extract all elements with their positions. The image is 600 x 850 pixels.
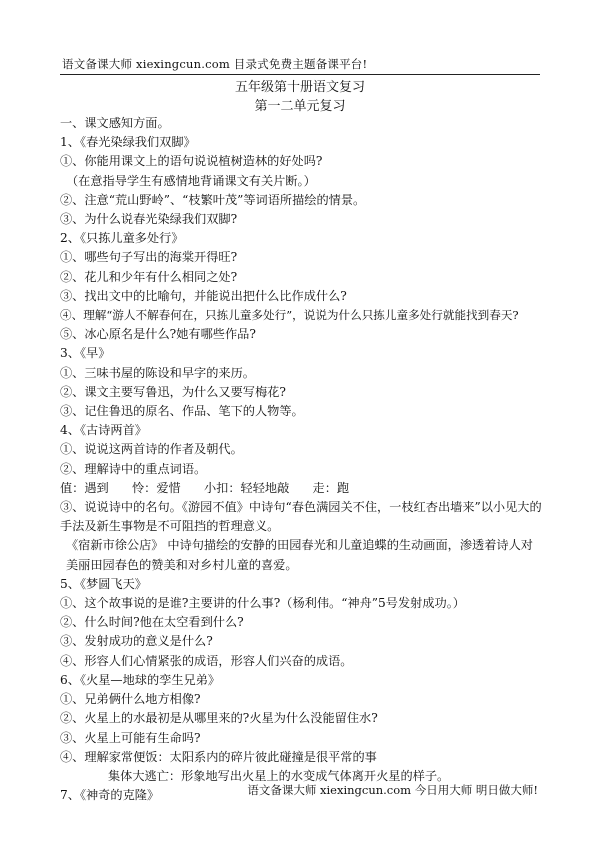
page-footer: 语文备课大师 xiexingcun.com 今日用大师 明日做大师!	[247, 783, 538, 797]
lesson-heading: 7、《神奇的克隆》	[60, 788, 160, 803]
question-line: ②、注意“荒山野岭”、“枝繁叶茂”等词语所描绘的情景。	[60, 192, 366, 207]
question-line: ④、形容人们心情紧张的成语，形容人们兴奋的成语。	[60, 653, 353, 668]
question-line: ②、理解诗中的重点词语。	[60, 461, 207, 476]
question-line: ①、你能用课文上的语句说说植树造林的好处吗?	[60, 154, 323, 169]
lesson-heading: 5、《梦圆飞天》	[60, 576, 147, 591]
question-line: ④、理解“游人不解春何在，只拣儿童多处行”，说说为什么只拣儿童多处行就能找到春天?	[60, 308, 519, 323]
lesson-heading: 2、《只拣儿童多处行》	[60, 231, 184, 246]
question-line: ⑤、冰心原名是什么?她有哪些作品?	[60, 327, 256, 342]
question-line: ①、三味书屋的陈设和早字的来历。	[60, 365, 255, 380]
question-line: ②、什么时间?他在太空看到什么?	[60, 615, 244, 630]
lesson-heading: 4、《古诗两首》	[60, 423, 147, 438]
question-line: ①、说说这两首诗的作者及朝代。	[60, 442, 243, 457]
lesson-heading: 3、《早》	[60, 346, 111, 361]
question-line: ③、找出文中的比喻句，并能说出把什么比作成什么?	[60, 288, 347, 303]
section-heading: 一、课文感知方面。	[60, 116, 170, 130]
question-line: ③、记住鲁迅的原名、作品、笔下的人物等。	[60, 404, 304, 419]
header-rule	[60, 74, 540, 75]
page-header: 语文备课大师 xiexingcun.com 目录式免费主题备课平台!	[62, 57, 368, 71]
question-line: ④、理解家常便饭：太阳系内的碎片彼此碰撞是很平常的事	[60, 749, 377, 764]
question-line: ①、兄弟俩什么地方相像?	[60, 692, 201, 707]
title-block	[0, 78, 600, 116]
doc-subtitle: 第一二单元复习	[254, 99, 346, 114]
question-line: ③、发射成功的意义是什么?	[60, 634, 213, 649]
question-line: ②、课文主要写鲁迅，为什么又要写梅花?	[60, 384, 286, 399]
explanation-line: 集体大逃亡：形象地写出火星上的水变成气体离开火星的样子。	[108, 768, 450, 783]
question-line: ①、这个故事说的是谁?主要讲的什么事?（杨利伟。“神舟”5号发射成功。）	[60, 596, 465, 611]
question-paragraph: ③、说说诗中的名句。《游园不值》中诗句“春色满园关不住，一枝红杏出墙来”以小见大的手法及新生事物是不可阻挡的哲理意义。	[60, 500, 542, 534]
question-line: ②、火星上的水最初是从哪里来的?火星为什么没能留住水?	[60, 711, 378, 726]
question-line: ②、花儿和少年有什么相同之处?	[60, 269, 238, 284]
lesson-heading: 6、《火星—地球的孪生兄弟》	[60, 672, 221, 687]
doc-title: 五年级第十册语文复习	[234, 80, 365, 95]
lesson-heading: 1、《春光染绿我们双脚》	[60, 135, 196, 150]
vocab-line: 值：遇到 怜：爱惜 小扣：轻轻地敲 走：跑	[60, 480, 350, 495]
document-body	[60, 114, 542, 805]
poem-paragraph: 《宿新市徐公店》 中诗句描绘的安静的田园春光和儿童追蝶的生动画面，渗透着诗人对美丽田园春色的赞美和对乡村儿童的喜爱。	[66, 538, 533, 572]
question-line: ③、为什么说春光染绿我们双脚?	[60, 212, 238, 227]
question-line: ①、哪些句子写出的海棠开得旺?	[60, 250, 238, 265]
question-line: ③、火星上可能有生命吗?	[60, 730, 201, 745]
note-line: （在意指导学生有感情地背诵课文有关片断。）	[66, 173, 316, 188]
